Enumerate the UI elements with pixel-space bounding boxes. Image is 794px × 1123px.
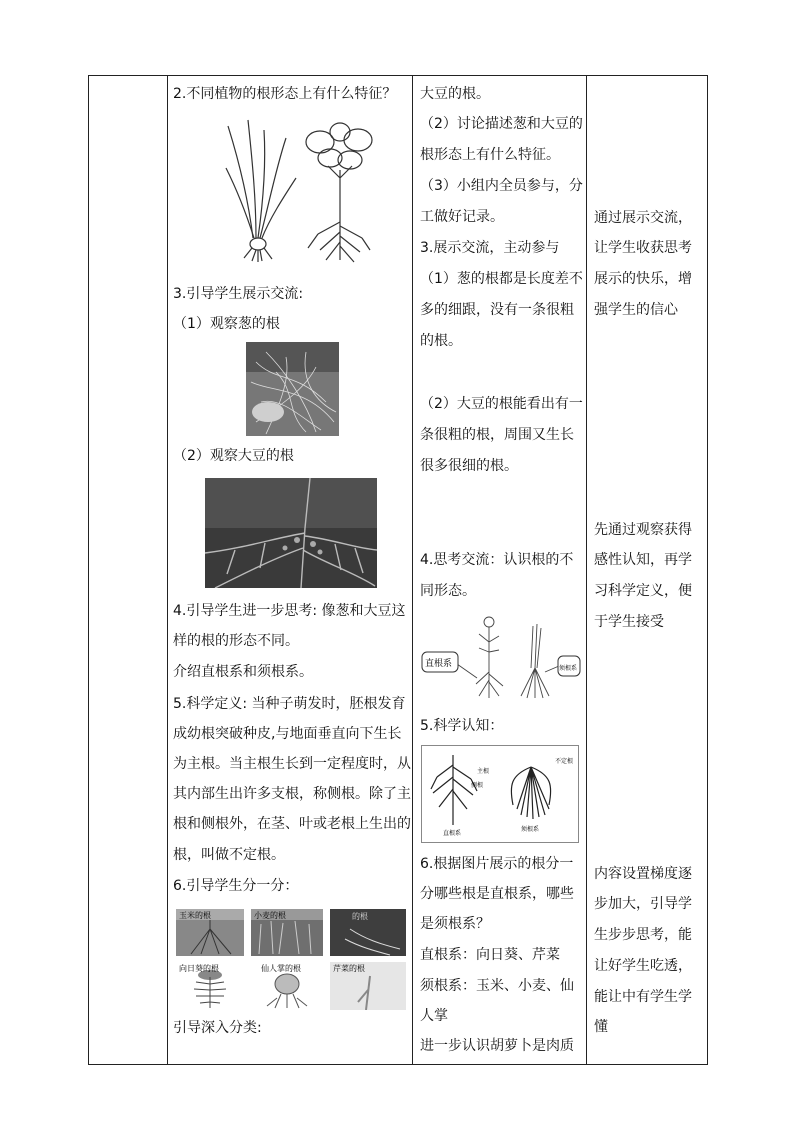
- intro-root-systems: 介绍直根系和须根系。: [173, 664, 313, 680]
- observe-onion: （1）观察葱的根: [173, 316, 280, 332]
- student-classify-line-6: 人掌: [420, 1008, 448, 1024]
- step-4-line2: 样的根的形态不同。: [173, 633, 299, 649]
- intent-c-line-6: 懂: [594, 1019, 608, 1035]
- fig-lateral-root: 侧根: [471, 782, 484, 789]
- stage-cell: [89, 76, 168, 1065]
- fig-main-root: 主根: [477, 768, 490, 775]
- student-classify-line-2: 分哪些根是直根系，哪些: [420, 886, 574, 902]
- student-line-3: 根形态上有什么特征。: [420, 147, 560, 163]
- intent-a-line-1: 通过展示交流，: [594, 210, 692, 226]
- fig-adventitious-root: 不定根: [555, 758, 574, 765]
- student-classify-line-4: 直根系：向日葵、芹菜: [420, 947, 560, 963]
- student-think-line-2: 同形态。: [420, 583, 476, 599]
- soybean-roots-photo: [205, 478, 377, 588]
- intent-b-line-1: 先通过观察获得: [594, 522, 692, 538]
- student-line-9: 的根。: [420, 333, 462, 349]
- step-6: 6.引导学生分一分：: [173, 878, 299, 894]
- student-line-4: （3）小组内全员参与，分: [420, 178, 583, 194]
- lesson-plan-table: [88, 75, 708, 1065]
- intent-c-line-2: 步加大，引导学: [594, 896, 692, 912]
- intent-a-line-4: 强学生的信心: [594, 302, 678, 318]
- student-classify-line-7: 进一步认识胡萝卜是肉质: [420, 1038, 574, 1054]
- grid-label-cactus: 仙人掌的根: [261, 964, 301, 973]
- intent-c-line-4: 让好学生吃透，: [594, 958, 692, 974]
- student-soy-line-2: 条很粗的根，周围又生长: [420, 427, 574, 443]
- design-intent-cell: [587, 76, 708, 1065]
- intent-a-line-2: 让学生收获思考: [594, 240, 692, 256]
- cactus-root-photo: [251, 962, 323, 1010]
- intent-c-line-3: 生步步思考，能: [594, 927, 692, 943]
- definition-line2: 成幼根突破种皮,与地面垂直向下生长: [173, 726, 402, 742]
- student-line-6: 3.展示交流，主动参与: [420, 240, 560, 256]
- science-cognition: 5.科学认知：: [420, 718, 504, 734]
- student-activity-cell: [413, 76, 587, 1065]
- grid-label-wheat: 小麦的根: [254, 911, 286, 920]
- grid-label-corn: 玉米的根: [179, 911, 211, 920]
- question-2: 2.不同植物的根形态上有什么特征？: [173, 86, 397, 102]
- intent-b-line-4: 于学生接受: [594, 614, 664, 630]
- fig-taproot-label: 直根系: [443, 830, 462, 837]
- definition-line3: 为主根。当主根生长到一定程度时，从: [173, 756, 411, 772]
- third-root-photo: [330, 909, 406, 956]
- intent-c-line-1: 内容设置梯度逐: [594, 866, 692, 882]
- student-line-7: （1）葱的根都是长度差不: [420, 271, 583, 287]
- observe-soybean: （2）观察大豆的根: [173, 448, 294, 464]
- step-4-line1: 4.引导学生进一步思考: 像葱和大豆这: [173, 603, 406, 619]
- onion-roots-photo: [246, 342, 339, 436]
- deeper-classification: 引导深入分类:: [173, 1020, 262, 1036]
- student-think-line-1: 4.思考交流：认识根的不: [420, 552, 574, 568]
- intent-c-line-5: 能让中有学生学: [594, 989, 692, 1005]
- intent-b-line-3: 习科学定义，便: [594, 583, 692, 599]
- diagram-fibrous-label: 须根系: [559, 665, 578, 672]
- step-3: 3.引导学生展示交流:: [173, 286, 304, 302]
- diagram-taproot-label: 直根系: [425, 659, 453, 669]
- sunflower-root-photo: [176, 962, 244, 1010]
- student-line-2: （2）讨论描述葱和大豆的: [420, 116, 583, 132]
- student-line-1: 大豆的根。: [420, 86, 490, 102]
- student-classify-line-1: 6.根据图片展示的根分一: [420, 856, 574, 872]
- wheat-root-photo: [251, 909, 323, 956]
- grid-label-sunflower: 向日葵的根: [179, 964, 219, 973]
- student-classify-line-5: 须根系：玉米、小麦、仙: [420, 978, 574, 994]
- definition-line6: 根，叫做不定根。: [173, 847, 285, 863]
- intent-a-line-3: 展示的快乐，增: [594, 271, 692, 287]
- student-line-5: 工做好记录。: [420, 209, 504, 225]
- onion-soybean-drawing: [208, 118, 373, 263]
- student-line-8: 多的细跟，没有一条很粗: [420, 302, 574, 318]
- student-soy-line-3: 很多很细的根。: [420, 458, 518, 474]
- celery-root-photo: [330, 962, 406, 1010]
- student-classify-line-3: 是须根系？: [420, 916, 490, 932]
- corn-root-photo: [176, 909, 244, 956]
- grid-label-celery: 芹菜的根: [333, 964, 365, 973]
- root-types-diagram: [421, 612, 581, 700]
- intent-b-line-2: 感性认知，再学: [594, 552, 692, 568]
- grid-label-third: 的根: [352, 912, 368, 921]
- teacher-activity-cell: [168, 76, 413, 1065]
- fig-fibrous-label: 须根系: [521, 826, 540, 833]
- student-soy-line-1: （2）大豆的根能看出有一: [420, 396, 583, 412]
- definition-line1: 5.科学定义: 当种子萌发时，胚根发育: [173, 696, 406, 712]
- definition-line4: 其内部生出许多支根，称侧根。除了主: [173, 786, 411, 802]
- definition-line5: 根和侧根外，在茎、叶或老根上生出的: [173, 816, 411, 832]
- root-system-figure: [421, 745, 579, 843]
